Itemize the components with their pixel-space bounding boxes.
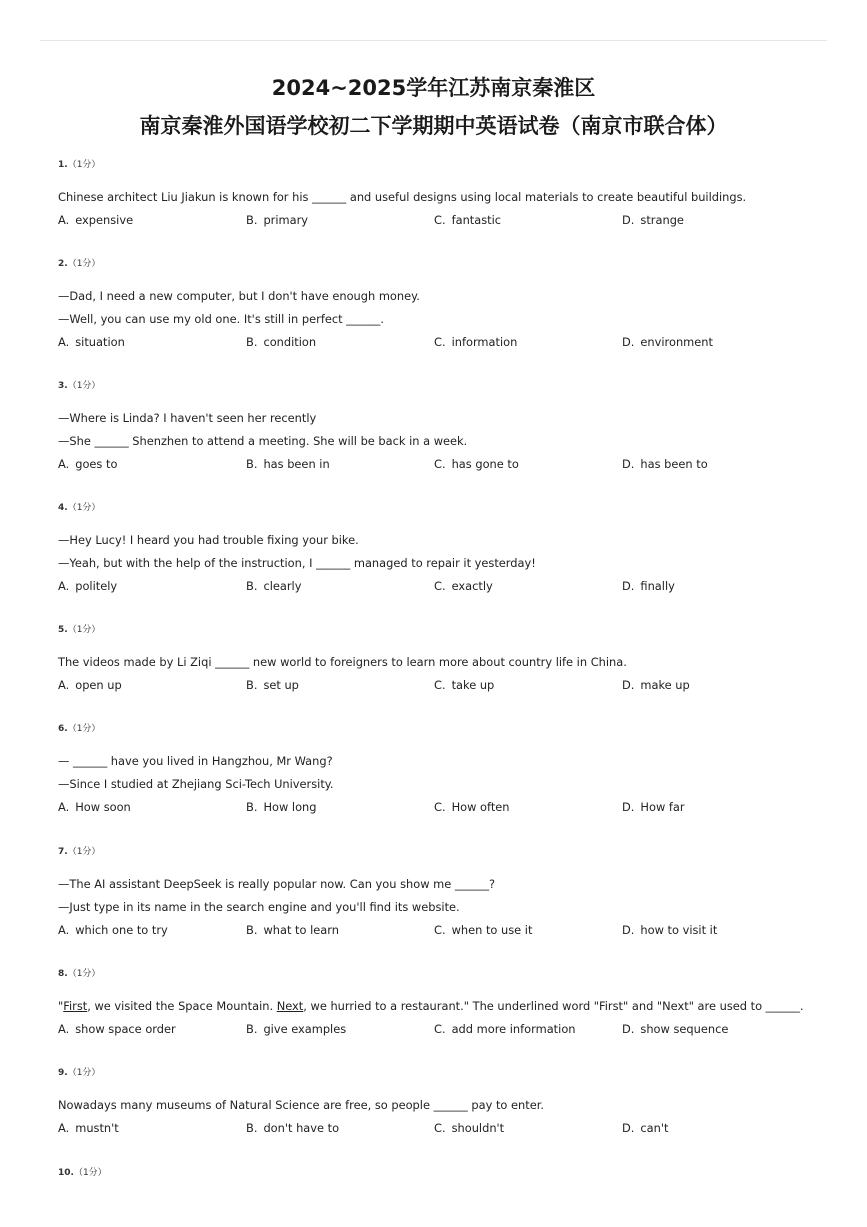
option-a[interactable]: A. show space order [58, 1022, 176, 1036]
option-d[interactable]: D. How far [622, 800, 685, 814]
question-number: 1.（1分） [58, 160, 101, 170]
option-d[interactable]: D. environment [622, 335, 713, 349]
option-row [58, 1117, 818, 1140]
question-3 [58, 379, 818, 476]
option-c[interactable]: C. take up [434, 678, 495, 692]
option-c[interactable]: C. when to use it [434, 923, 533, 937]
question-number: 9.（1分） [58, 1068, 101, 1078]
option-a[interactable]: A. mustn't [58, 1121, 119, 1135]
option-b[interactable]: B. give examples [246, 1022, 347, 1036]
question-5 [58, 623, 818, 697]
option-a[interactable]: A. How soon [58, 800, 131, 814]
option-a[interactable]: A. goes to [58, 457, 118, 471]
option-c[interactable]: C. has gone to [434, 457, 519, 471]
question-number: 7.（1分） [58, 847, 101, 857]
option-a[interactable]: A. open up [58, 678, 122, 692]
option-d[interactable]: D. has been to [622, 457, 708, 471]
option-c[interactable]: C. information [434, 335, 518, 349]
option-b[interactable]: B. has been in [246, 457, 330, 471]
option-c[interactable]: C. How often [434, 800, 510, 814]
option-c[interactable]: C. exactly [434, 579, 493, 593]
question-stem: —Hey Lucy! I heard you had trouble fixing your bike. [58, 533, 359, 547]
question-number: 2.（1分） [58, 259, 101, 269]
option-d[interactable]: D. how to visit it [622, 923, 718, 937]
option-b[interactable]: B. don't have to [246, 1121, 340, 1135]
option-row [58, 919, 818, 942]
option-d[interactable]: D. finally [622, 579, 675, 593]
question-stem: "First, we visited the Space Mountain. Next, we hurried to a restaurant." The underlined word "First" and "Next" are used to ______. [58, 999, 804, 1013]
question-4 [58, 501, 818, 598]
option-row [58, 331, 818, 354]
option-d[interactable]: D. strange [622, 213, 684, 227]
option-row [58, 575, 818, 598]
option-c[interactable]: C. fantastic [434, 213, 502, 227]
top-divider [40, 40, 827, 41]
option-d[interactable]: D. can't [622, 1121, 669, 1135]
underlined-word-next: Next [276, 999, 304, 1013]
option-d[interactable]: D. make up [622, 678, 690, 692]
question-number: 8.（1分） [58, 969, 101, 979]
question-8 [58, 967, 818, 1041]
option-b[interactable]: B. How long [246, 800, 317, 814]
question-10 [58, 1166, 818, 1180]
option-c[interactable]: C. shouldn't [434, 1121, 505, 1135]
question-number: 10.（1分） [58, 1168, 107, 1178]
question-7 [58, 845, 818, 942]
question-6 [58, 722, 818, 819]
option-a[interactable]: A. politely [58, 579, 118, 593]
option-row [58, 453, 818, 476]
question-stem: —The AI assistant DeepSeek is really popular now. Can you show me ______? [58, 877, 496, 891]
option-row [58, 674, 818, 697]
question-stem: —Dad, I need a new computer, but I don't have enough money. [58, 289, 420, 303]
option-row [58, 209, 818, 232]
option-b[interactable]: B. set up [246, 678, 299, 692]
question-stem: Nowadays many museums of Natural Science are free, so people ______ pay to enter. [58, 1098, 544, 1112]
question-number: 5.（1分） [58, 625, 101, 635]
question-stem: —Just type in its name in the search engine and you'll find its website. [58, 900, 460, 914]
exam-title-line-2: 南京秦淮外国语学校初二下学期期中英语试卷（南京市联合体） [139, 114, 728, 138]
question-stem: — ______ have you lived in Hangzhou, Mr Wang? [58, 754, 333, 768]
option-a[interactable]: A. situation [58, 335, 125, 349]
option-b[interactable]: B. condition [246, 335, 317, 349]
question-stem: —Since I studied at Zhejiang Sci-Tech University. [58, 777, 334, 791]
question-2 [58, 257, 818, 354]
question-number: 6.（1分） [58, 724, 101, 734]
option-b[interactable]: B. primary [246, 213, 309, 227]
question-stem: —Yeah, but with the help of the instruction, I ______ managed to repair it yesterday! [58, 556, 536, 570]
option-row [58, 796, 818, 819]
option-c[interactable]: C. add more information [434, 1022, 576, 1036]
question-stem: —She ______ Shenzhen to attend a meeting. She will be back in a week. [58, 434, 468, 448]
option-b[interactable]: B. clearly [246, 579, 302, 593]
question-stem: —Where is Linda? I haven't seen her recently [58, 411, 317, 425]
question-number: 3.（1分） [58, 381, 101, 391]
question-9 [58, 1066, 818, 1140]
option-a[interactable]: A. which one to try [58, 923, 168, 937]
question-stem: Chinese architect Liu Jiakun is known for his ______ and useful designs using local materials to create beautiful buildings. [58, 190, 747, 204]
question-stem: —Well, you can use my old one. It's still in perfect ______. [58, 312, 384, 326]
question-stem: The videos made by Li Ziqi ______ new world to foreigners to learn more about country life in China. [58, 655, 627, 669]
question-1 [58, 158, 818, 232]
underlined-word-first: First [63, 999, 88, 1013]
option-row [58, 1018, 818, 1041]
exam-title-line-1: 2024~2025学年江苏南京秦淮区 [271, 76, 596, 100]
option-d[interactable]: D. show sequence [622, 1022, 729, 1036]
option-a[interactable]: A. expensive [58, 213, 134, 227]
option-b[interactable]: B. what to learn [246, 923, 339, 937]
question-number: 4.（1分） [58, 503, 101, 513]
